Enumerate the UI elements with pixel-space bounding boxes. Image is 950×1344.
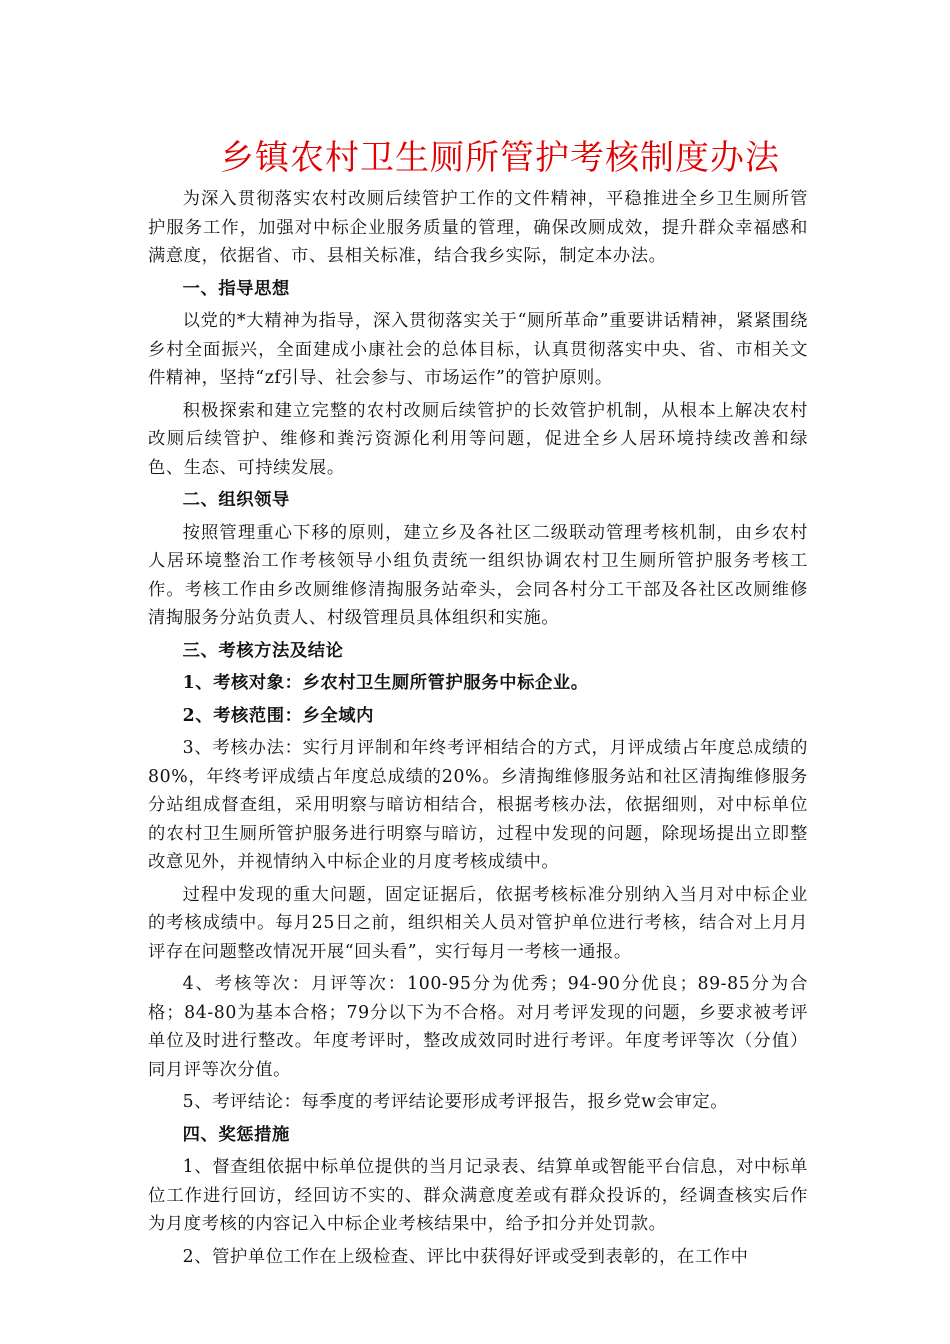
paragraph: 4、考核等次：月评等次：100-95分为优秀；94-90分优良；89-85分为合格；84-80为基本合格；79分以下为不合格。对月考评发现的问题，乡要求被考评单位及时进行整改。年度考评时，整改成效同时进行考评。年度考评等次（分值）同月评等次分值。 <box>148 974 808 1080</box>
section-heading-rewards-penalties: 四、奖惩措施 <box>182 1124 290 1145</box>
paragraph: 以党的*大精神为指导，深入贯彻落实关于“厕所革命”重要讲话精神，紧紧围绕乡村全面振兴，全面建成小康社会的总体目标，认真贯彻落实中央、省、市相关文件精神，坚持“zf引导、社会参与、市场运作”的管护原则。 <box>148 311 808 388</box>
paragraph: 3、考核办法：实行月评制和年终考评相结合的方式，月评成绩占年度总成绩的80%，年终考评成绩占年度总成绩的20%。乡清掏维修服务站和社区清掏维修服务分站组成督查组，采用明察与暗访相结合，根据考核办法，依据细则，对中标单位的农村卫生厕所管护服务进行明察与暗访，过程中发现的问题，除现场提出立即整改意见外，并视情纳入中标企业的月度考核成绩中。 <box>148 738 808 872</box>
paragraph: 过程中发现的重大问题，固定证据后，依据考核标准分别纳入当月对中标企业的考核成绩中。每月25日之前，组织相关人员对管护单位进行考核，结合对上月月评存在问题整改情况开展“回头看”，实行每月一考核一通报。 <box>148 884 808 962</box>
paragraph: 2、管护单位工作在上级检查、评比中获得好评或受到表彰的，在工作中 <box>182 1246 749 1267</box>
section-heading-guiding-ideology: 一、指导思想 <box>182 278 290 299</box>
paragraph: 1、督查组依据中标单位提供的当月记录表、结算单或智能平台信息，对中标单位工作进行回访，经回访不实的、群众满意度差或有群众投诉的，经调查核实后作为月度考核的内容记入中标企业考核结果中，给予扣分并处罚款。 <box>148 1157 808 1234</box>
section-heading-assessment: 三、考核方法及结论 <box>182 640 344 661</box>
paragraph: 按照管理重心下移的原则，建立乡及各社区二级联动管理考核机制，由乡农村人居环境整治工作考核领导小组负责统一组织协调农村卫生厕所管护服务考核工作。考核工作由乡改厕维修清掏服务站牵头，会同各村分工干部及各社区改厕维修清掏服务分站负责人、村级管理员具体组织和实施。 <box>148 522 808 628</box>
section-heading-organization: 二、组织领导 <box>182 490 290 510</box>
intro-paragraph: 为深入贯彻落实农村改厕后续管护工作的文件精神，平稳推进全乡卫生厕所管护服务工作，加强对中标企业服务质量的管理，确保改厕成效，提升群众幸福感和满意度，依据省、市、县相关标准，结合我乡实际，制定本办法。 <box>148 189 808 266</box>
paragraph: 积极探索和建立完整的农村改厕后续管护的长效管护机制，从根本上解决农村改厕后续管护、维修和粪污资源化利用等问题，促进全乡人居环境持续改善和绿色、生态、可持续发展。 <box>148 400 808 478</box>
assessment-scope: 2、考核范围：乡全域内 <box>182 705 375 726</box>
paragraph: 5、考评结论：每季度的考评结论要形成考评报告，报乡党w会审定。 <box>182 1092 729 1112</box>
document-title: 乡镇农村卫生厕所管护考核制度办法 <box>220 138 780 178</box>
document-body <box>148 185 808 1271</box>
assessment-target: 1、考核对象：乡农村卫生厕所管护服务中标企业。 <box>182 673 589 693</box>
